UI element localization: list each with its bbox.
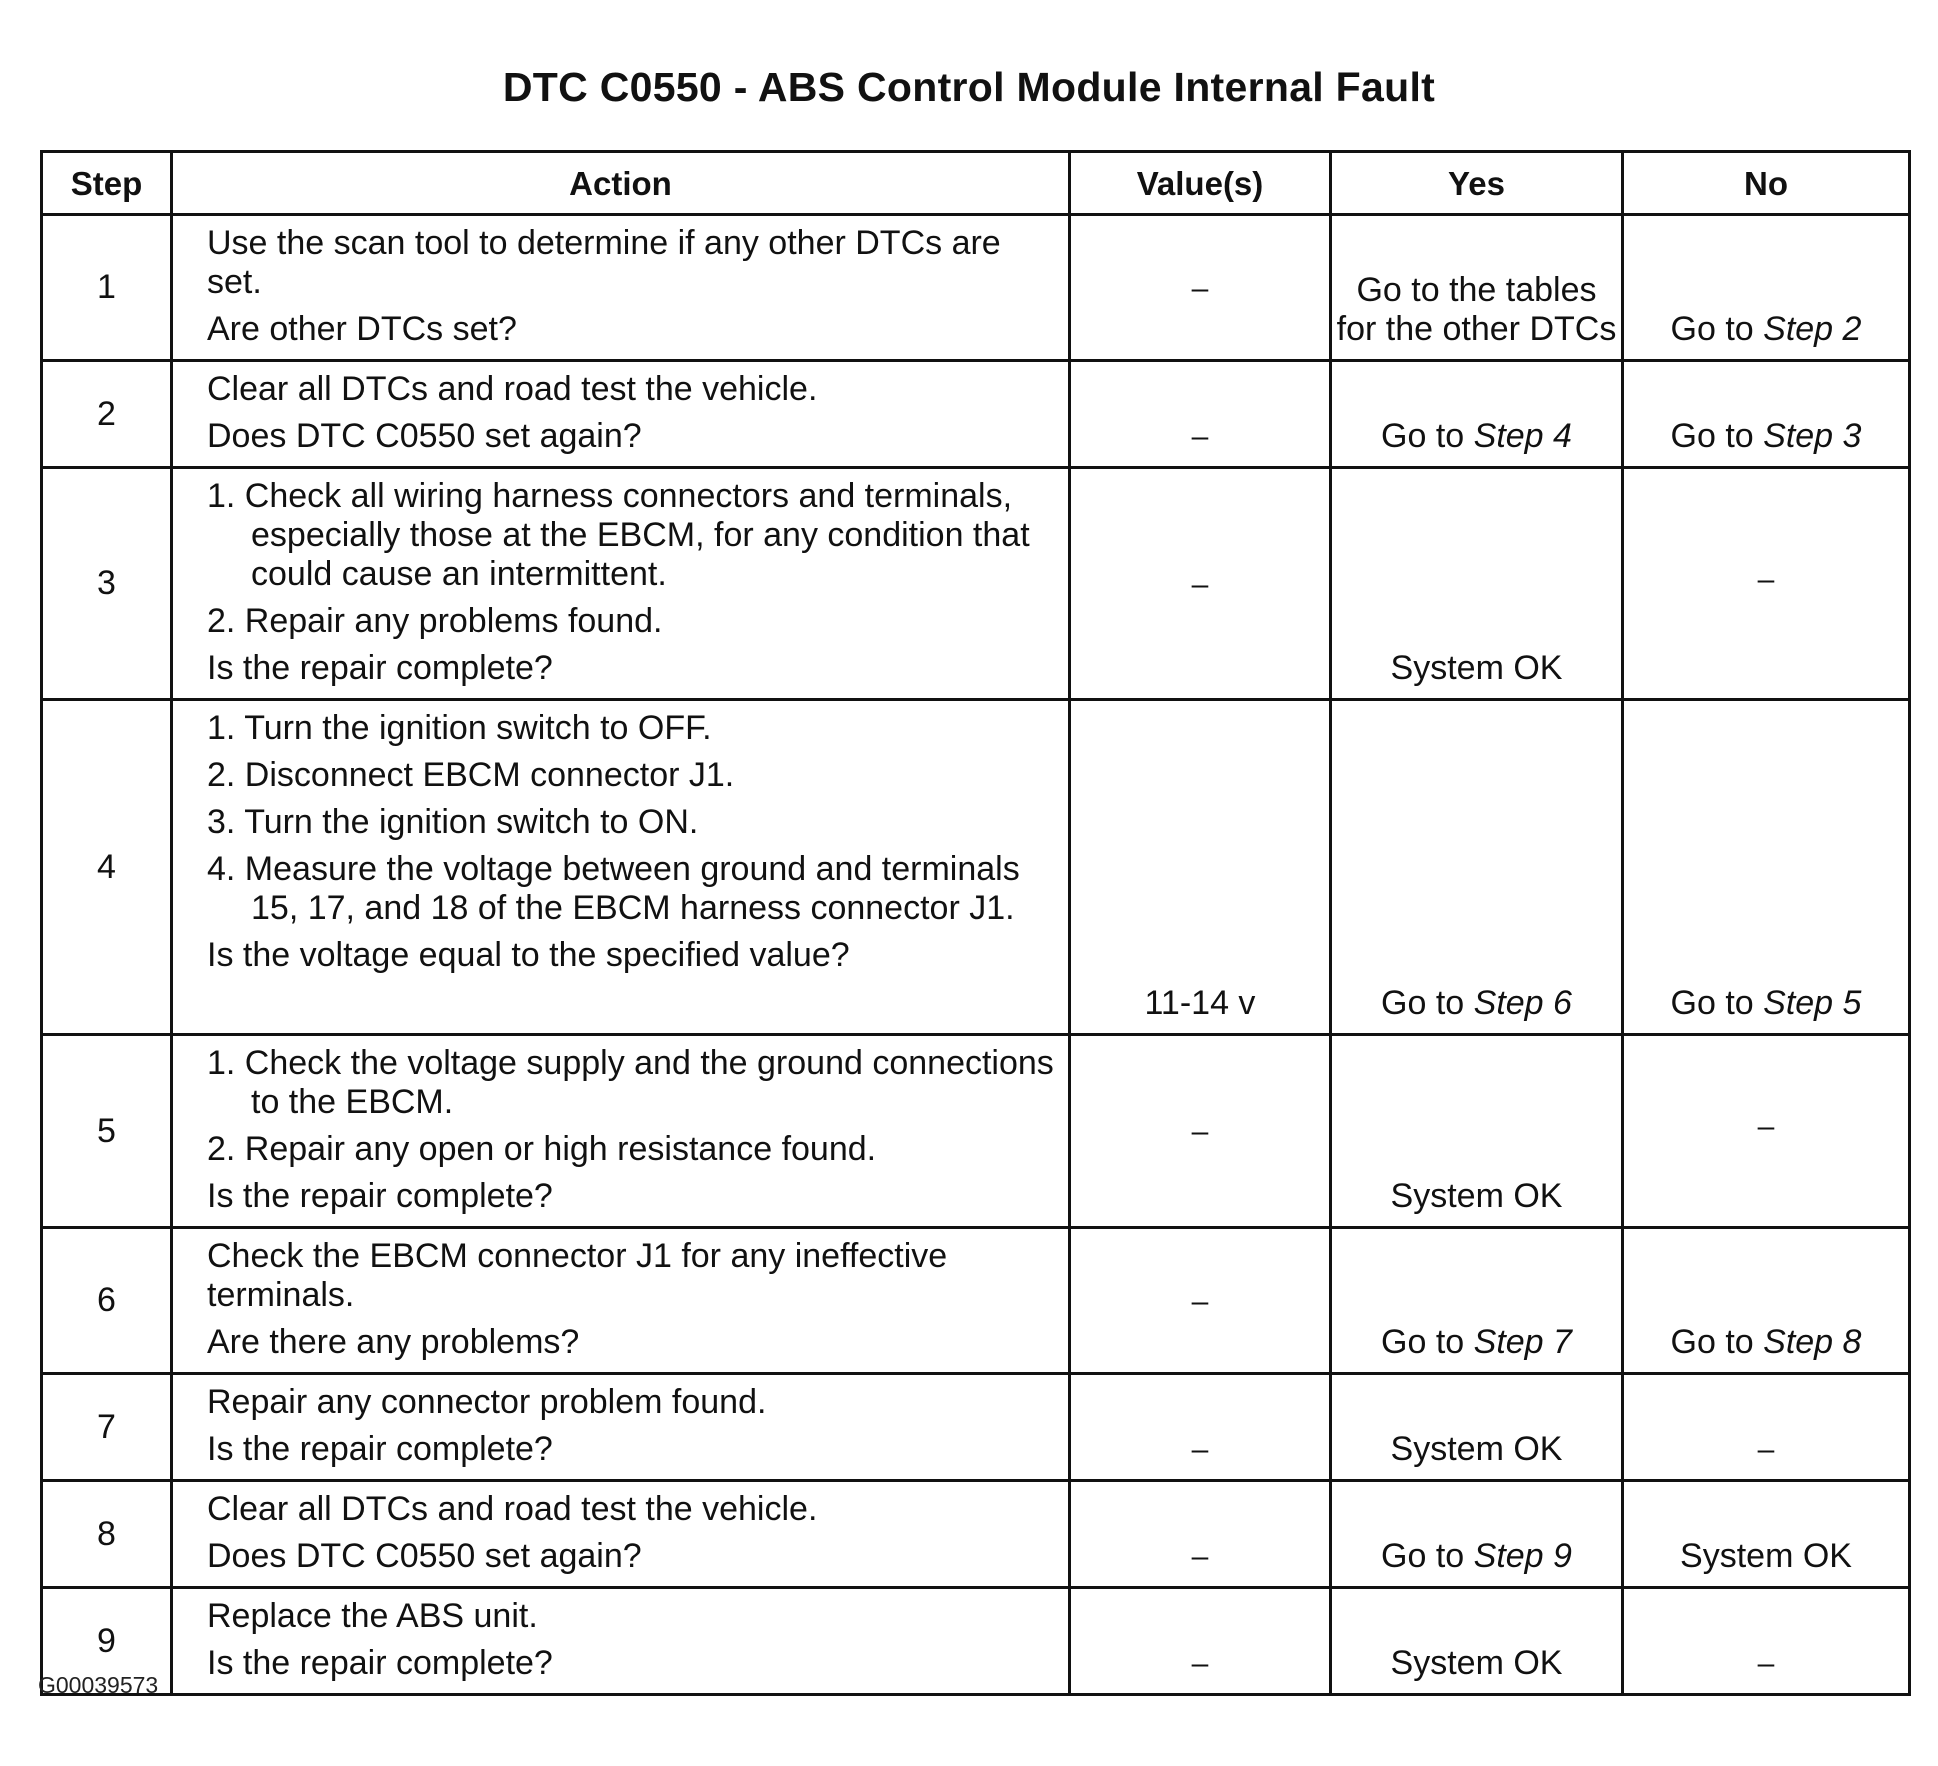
table-row: [42, 361, 1910, 468]
table-row: [42, 1228, 1910, 1374]
no-step-link: Step 5: [1763, 984, 1862, 1022]
action-cell: [172, 1035, 1070, 1228]
yes-cell: [1331, 468, 1623, 700]
table-row: [42, 215, 1910, 361]
yes-cell: [1331, 361, 1623, 468]
no-step-link: Step 3: [1763, 417, 1862, 455]
value-text: –: [1191, 1540, 1209, 1573]
action-cell: [172, 700, 1070, 1035]
no-cell: [1623, 361, 1910, 468]
value-cell: [1070, 468, 1331, 700]
yes-prefix: Go to: [1381, 984, 1474, 1022]
value-cell: [1070, 361, 1331, 468]
action-cell: [172, 1228, 1070, 1374]
action-question: Are there any problems?: [207, 1323, 580, 1361]
yes-cell: [1331, 1035, 1623, 1228]
no-cell: [1623, 468, 1910, 700]
header-action: Action: [172, 152, 1070, 215]
no-cell: [1623, 1374, 1910, 1481]
action-cell: [172, 468, 1070, 700]
action-item: 2. Disconnect EBCM connector J1.: [207, 756, 735, 794]
value-cell: [1070, 1588, 1331, 1695]
action-text: Use the scan tool to determine if any other DTCs are set.: [207, 224, 1001, 301]
yes-prefix: Go to: [1381, 1323, 1474, 1361]
no-text: –: [1757, 562, 1775, 596]
yes-cell: [1331, 1588, 1623, 1695]
no-text: –: [1757, 1433, 1775, 1466]
table-row: [42, 1481, 1910, 1588]
action-text: Clear all DTCs and road test the vehicle.: [207, 1490, 818, 1528]
yes-step-link: Step 7: [1473, 1323, 1572, 1361]
yes-prefix: Go to: [1381, 1537, 1474, 1575]
table-row: [42, 1588, 1910, 1695]
value-text: –: [1191, 1284, 1209, 1318]
diagnostic-table: [40, 150, 1911, 1696]
value-cell: [1070, 1228, 1331, 1374]
page-title: DTC C0550 - ABS Control Module Internal Fault: [502, 64, 1436, 110]
no-cell: [1623, 700, 1910, 1035]
action-cell: [172, 215, 1070, 361]
yes-text: System OK: [1390, 1177, 1563, 1215]
no-step-link: Step 8: [1763, 1323, 1862, 1361]
step-number: 3: [42, 468, 172, 700]
step-number: 4: [42, 700, 172, 1035]
action-cell: [172, 1374, 1070, 1481]
action-text: Repair any connector problem found.: [207, 1383, 767, 1421]
action-cell: [172, 1481, 1070, 1588]
no-cell: [1623, 1035, 1910, 1228]
value-text: –: [1191, 271, 1209, 305]
action-cell: [172, 1588, 1070, 1695]
action-item: 2. Repair any problems found.: [207, 602, 663, 640]
table-row: [42, 1374, 1910, 1481]
table-row: [42, 1035, 1910, 1228]
no-text: –: [1757, 1110, 1775, 1143]
no-text: System OK: [1680, 1537, 1852, 1575]
table-header-row: [42, 152, 1910, 215]
value-cell: [1070, 1374, 1331, 1481]
action-item: 1. Turn the ignition switch to OFF.: [207, 709, 712, 747]
step-number: 5: [42, 1035, 172, 1228]
yes-step-link: Step 9: [1473, 1537, 1572, 1575]
value-cell: [1070, 215, 1331, 361]
value-cell: [1070, 700, 1331, 1035]
no-prefix: Go to: [1670, 1323, 1764, 1361]
action-text: Replace the ABS unit.: [207, 1597, 538, 1635]
yes-text: System OK: [1390, 1430, 1563, 1468]
action-item: 2. Repair any open or high resistance found.: [207, 1130, 877, 1168]
action-cell: [172, 361, 1070, 468]
action-text: Clear all DTCs and road test the vehicle.: [207, 370, 818, 408]
action-question: Is the repair complete?: [207, 1644, 553, 1682]
step-number: 7: [42, 1374, 172, 1481]
value-text: 11-14 v: [1144, 984, 1256, 1022]
no-step-link: Step 2: [1763, 310, 1862, 348]
action-question: Does DTC C0550 set again?: [207, 417, 642, 455]
no-prefix: Go to: [1670, 417, 1764, 455]
step-number: 2: [42, 361, 172, 468]
no-prefix: Go to: [1670, 984, 1764, 1022]
header-no: No: [1623, 152, 1910, 215]
action-question: Is the repair complete?: [207, 1177, 553, 1215]
value-text: –: [1191, 567, 1209, 601]
step-number: 9: [42, 1588, 172, 1695]
table-row: [42, 700, 1910, 1035]
step-number: 6: [42, 1228, 172, 1374]
yes-prefix: Go to: [1381, 417, 1474, 455]
action-question: Are other DTCs set?: [207, 310, 517, 348]
yes-step-link: Step 4: [1473, 417, 1572, 455]
header-values: Value(s): [1070, 152, 1331, 215]
header-step: Step: [42, 152, 172, 215]
yes-text: Go to the tables for the other DTCs: [1336, 271, 1617, 348]
action-item: 1. Check all wiring harness connectors and terminals, especially those at the EBCM, for any condition that could cause an intermittent.: [207, 477, 1030, 593]
value-cell: [1070, 1035, 1331, 1228]
no-text: –: [1757, 1647, 1775, 1680]
no-cell: [1623, 215, 1910, 361]
action-question: Is the voltage equal to the specified value?: [207, 936, 850, 974]
action-text: Check the EBCM connector J1 for any ineffective terminals.: [207, 1237, 948, 1314]
yes-step-link: Step 6: [1473, 984, 1572, 1022]
value-text: –: [1191, 1433, 1209, 1466]
yes-cell: [1331, 700, 1623, 1035]
yes-text: System OK: [1390, 1644, 1563, 1682]
value-cell: [1070, 1481, 1331, 1588]
yes-text: System OK: [1390, 649, 1563, 687]
action-question: Does DTC C0550 set again?: [207, 1537, 642, 1575]
action-question: Is the repair complete?: [207, 1430, 553, 1468]
action-question: Is the repair complete?: [207, 649, 553, 687]
step-number: 1: [42, 215, 172, 361]
action-item: 1. Check the voltage supply and the ground connections to the EBCM.: [207, 1044, 1054, 1121]
action-item: 4. Measure the voltage between ground and terminals 15, 17, and 18 of the EBCM harness connector J1.: [207, 850, 1020, 927]
yes-cell: [1331, 215, 1623, 361]
no-cell: [1623, 1481, 1910, 1588]
no-prefix: Go to: [1670, 310, 1764, 348]
value-text: –: [1191, 1115, 1209, 1148]
action-item: 3. Turn the ignition switch to ON.: [207, 803, 699, 841]
yes-cell: [1331, 1481, 1623, 1588]
value-text: –: [1191, 420, 1209, 453]
figure-code: G00039573: [38, 1672, 159, 1698]
table-row: [42, 468, 1910, 700]
step-number: 8: [42, 1481, 172, 1588]
yes-cell: [1331, 1228, 1623, 1374]
no-cell: [1623, 1228, 1910, 1374]
no-cell: [1623, 1588, 1910, 1695]
header-yes: Yes: [1331, 152, 1623, 215]
value-text: –: [1191, 1647, 1209, 1680]
yes-cell: [1331, 1374, 1623, 1481]
